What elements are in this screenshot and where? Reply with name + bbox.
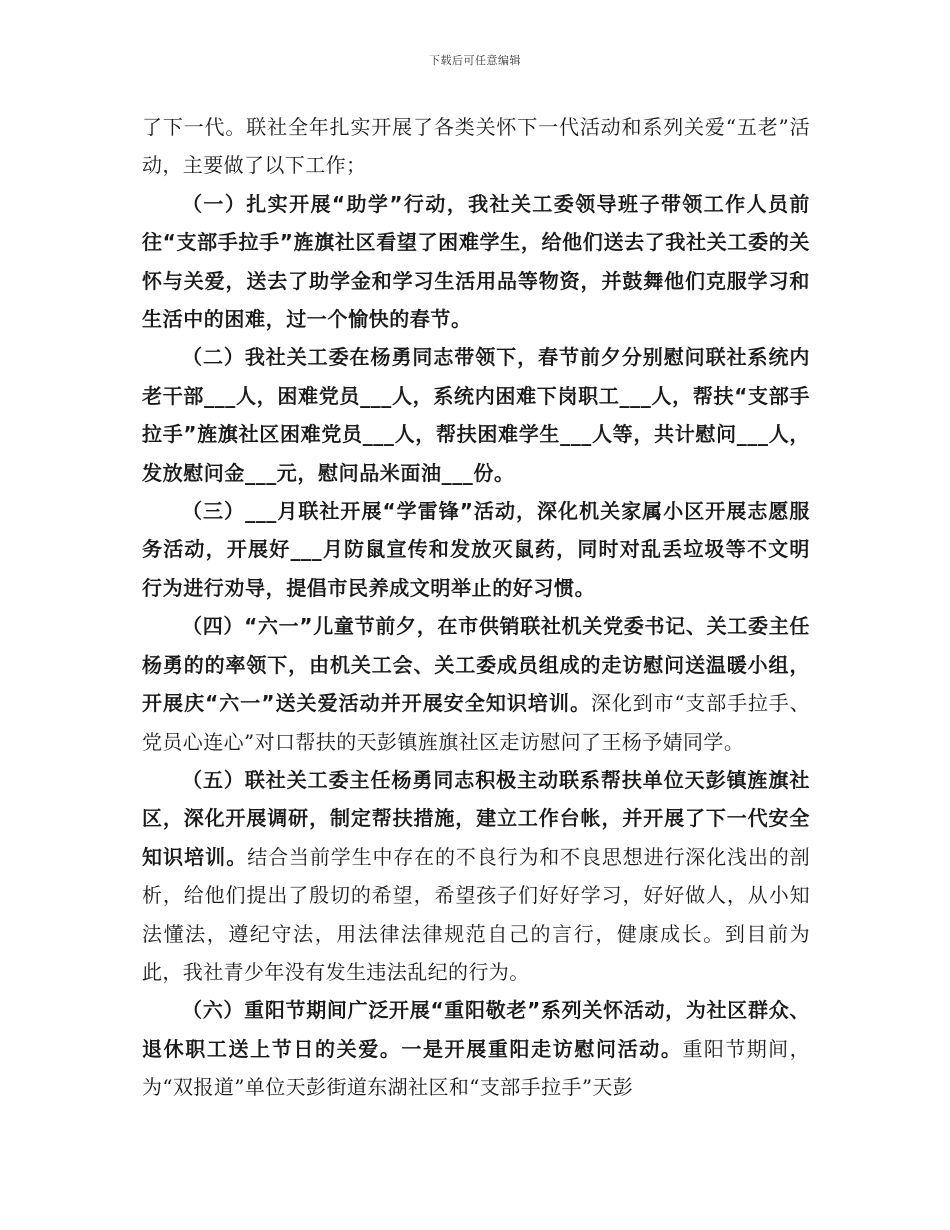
item-5-normal-text: 结合当前学生中存在的不良行为和不良思想进行深化浅出的剖析，给他们提出了殷切的希望，希望孩子们好好学习，好好做人，从小知法懂法，遵纪守法，用法律法律规范自己的言行，健康成长。到目前为此，我社青少年没有发生违法乱纪的行为。 (142, 844, 810, 984)
intro-paragraph: 了下一代。联社全年扎实开展了各类关怀下一代活动和系列关爱“五老”活动，主要做了以下工作； (142, 115, 810, 178)
item-6-normal-text: 重阳节期间，为“双报道”单位天彭街道东湖社区和“支部手拉手”天彭 (142, 1036, 810, 1100)
item-paragraph-2 (142, 338, 810, 492)
item-paragraph-4 (142, 607, 810, 761)
item-6-bold-text: （六）重阳节期间广泛开展“重阳敬老”系列关怀活动，为社区群众、退休职工送上节日的关爱。一是开展重阳走访慰问活动。 (142, 998, 810, 1061)
page-header-note: 下载后可任意编辑 (429, 54, 521, 67)
item-4-bold-text: （四）“六一”儿童节前夕，在市供销联社机关党委书记、关工委主任杨勇的的率领下，由机关工会、关工委成员组成的走访慰问送温暖小组，开展庆“六一”送关爱活动并开展安全知识培训。 (142, 614, 810, 716)
item-5-bold-text: （五）联社关工委主任杨勇同志积极主动联系帮扶单位天彭镇旌旗社区，深化开展调研，制定帮扶措施，建立工作台帐，并开展了下一代安全知识培训。 (142, 767, 810, 869)
item-paragraph-3 (142, 492, 810, 607)
item-paragraph-1 (142, 185, 810, 339)
item-paragraph-5 (142, 761, 810, 991)
item-paragraph-6 (142, 991, 810, 1106)
item-3-bold-text: （三）___月联社开展“学雷锋”活动，深化机关家属小区开展志愿服务活动，开展好___月防鼠宣传和发放灭鼠药，同时对乱丢垃圾等不文明行为进行劝导，提倡市民养成文明举止的好习惯。 (142, 499, 810, 600)
document-body (142, 108, 810, 1107)
item-4-normal-text: 深化到市“支部手拉手、党员心连心”对口帮扶的天彭镇旌旗社区走访慰问了王杨予婧同学。 (142, 691, 810, 754)
item-2-bold-text: （二）我社关工委在杨勇同志带领下，春节前夕分别慰问联社系统内老干部___人，困难党员___人，系统内困难下岗职工___人，帮扶“支部手拉手”旌旗社区困难党员___人，帮扶困难学生___人等，共计慰问___人，发放慰问金___元，慰问品米面油___份。 (142, 345, 810, 485)
item-1-bold-text: （一）扎实开展“助学”行动，我社关工委领导班子带领工作人员前往“支部手拉手”旌旗社区看望了困难学生，给他们送去了我社关工委的关怀与关爱，送去了助学金和学习生活用品等物资，并鼓舞他们克服学习和生活中的困难，过一个愉快的春节。 (142, 191, 810, 332)
